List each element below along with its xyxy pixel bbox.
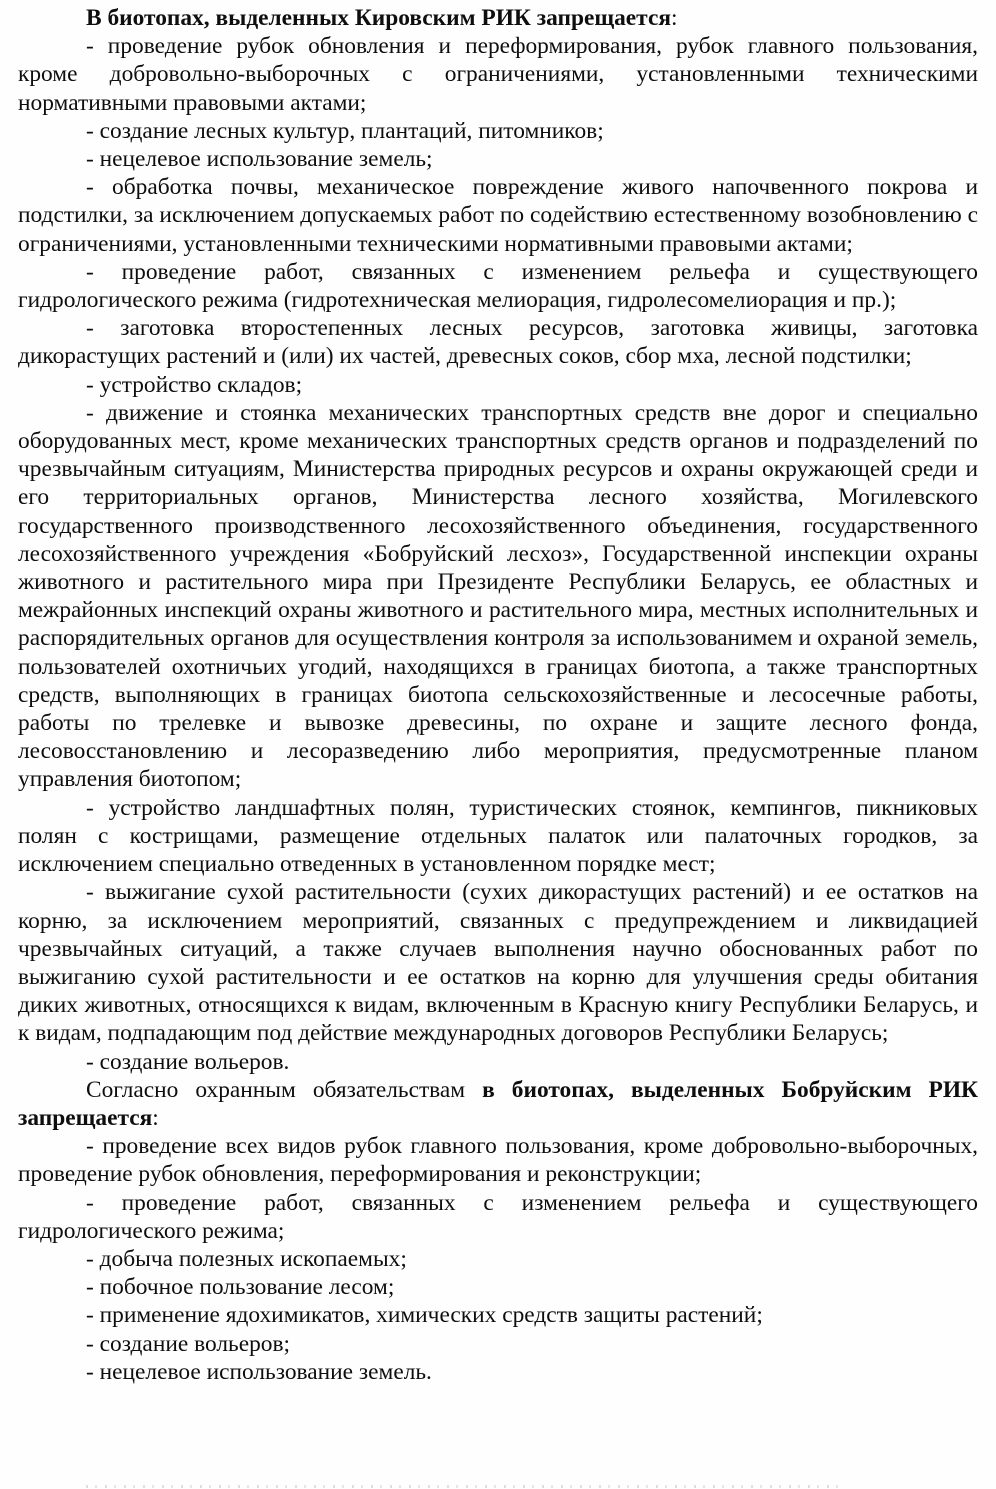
section1-heading-text: В биотопах, выделенных Кировским РИК запрещается xyxy=(86,5,671,31)
list-item: - проведение всех видов рубок главного пользования, кроме добровольно-выборочных, проведение рубок обновления, переформирования и реконструкции; xyxy=(18,1133,978,1188)
section2-heading-text: в биотопах, выделенных Бобруйским РИК запрещается xyxy=(18,1076,979,1131)
list-item: - заготовка второстепенных лесных ресурсов, заготовка живицы, заготовка дикорастущих растений и (или) их частей, древесных соков, сбор мха, лесной подстилки; xyxy=(18,315,978,370)
list-item: - нецелевое использование земель. xyxy=(86,1358,432,1385)
list-item: - обработка почвы, механическое повреждение живого напочвенного покрова и подстилки, за исключением допускаемых работ по содействию естественному возобновлению с ограничениями, установленными техническими нормативными правовыми актами; xyxy=(18,174,978,257)
list-item: - проведение работ, связанных с изменением рельефа и существующего гидрологического режима (гидротехническая мелиорация, гидролесомелиорация и пр.); xyxy=(18,258,978,314)
list-item: - побочное пользование лесом; xyxy=(86,1274,395,1301)
section1-heading xyxy=(18,4,978,32)
list-item: - нецелевое использование земель; xyxy=(86,146,433,173)
section2-heading xyxy=(18,1076,978,1132)
list-item: - устройство складов; xyxy=(86,371,303,398)
section1-heading-colon: : xyxy=(671,5,678,31)
list-item: - применение ядохимикатов, химических средств защиты растений; xyxy=(86,1302,763,1329)
list-item: - выжигание сухой растительности (сухих дикорастущих растений) и ее остатков на корню, за исключением мероприятий, связанных с предупреждением и ликвидацией чрезвычайных ситуаций, а также случаев выполнения научно обоснованных работ по выжиганию сухой растительности и ее остатков на корню для улучшения среды обитания диких животных, относящихся к видам, включенным в Красную книгу Республики Беларусь, и к видам, подпадающим под действие международных договоров Республики Беларусь; xyxy=(18,879,978,1047)
list-item: - устройство ландшафтных полян, туристических стоянок, кемпингов, пикниковых полян с кострищами, размещение отдельных палаток или палаточных городков, за исключением специально отведенных в установленном порядке мест; xyxy=(18,794,978,878)
cutoff-text-remnant xyxy=(86,1485,846,1488)
list-item: - проведение рубок обновления и переформирования, рубок главного пользования, кроме добровольно-выборочных с ограничениями, установленными техническими нормативными правовыми актами; xyxy=(18,33,978,116)
list-item: - проведение работ, связанных с изменением рельефа и существующего гидрологического режима; xyxy=(18,1189,978,1244)
list-item: - создание лесных культур, плантаций, питомников; xyxy=(86,117,604,144)
list-item: - движение и стоянка механических транспортных средств вне дорог и специально оборудованных мест, кроме механических транспортных средств органов и подразделений по чрезвычайным ситуациям, Министерства природных ресурсов и охраны окружающей среди и его территориальных органов, Министерства лесного хозяйства, Могилевского государственного производственного лесохозяйственного объединения, государственного лесохозяйственного учреждения «Бобруйский лесхоз», Государственной инспекции охраны животного и растительного мира при Президенте Республики Беларусь, ее областных и межрайонных инспекций охраны животного и растительного мира, местных исполнительных и распорядительных органов для осуществления контроля за использованимем и охраной земель, пользователей охотничьих угодий, находящихся в границах биотопа, а также транспортных средств, выполняющих в границах биотопа сельскохозяйственные и лесосечные работы, работы по трелевке и вывозке древесины, по охране и защите лесного фонда, лесовосстановлению и лесоразведению либо мероприятия, предусмотренные планом управления биотопом; xyxy=(18,399,978,793)
list-item: - добыча полезных ископаемых; xyxy=(86,1245,407,1272)
section2-intro-text: Согласно охранным обязательствам xyxy=(86,1076,483,1103)
list-item: - создание вольеров. xyxy=(86,1048,290,1075)
section2-heading-colon: : xyxy=(152,1104,159,1131)
list-item: - создание вольеров; xyxy=(86,1330,291,1357)
